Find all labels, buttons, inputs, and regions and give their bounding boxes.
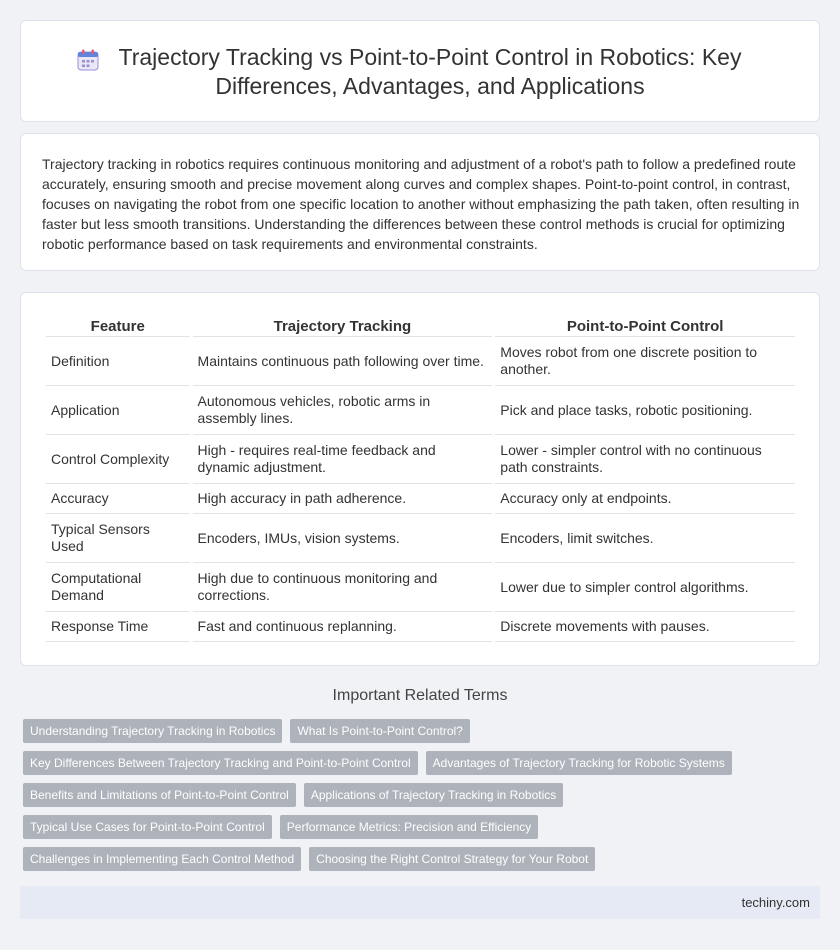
table-cell: Accuracy only at endpoints. — [495, 484, 795, 514]
table-cell: Encoders, IMUs, vision systems. — [193, 514, 493, 563]
table-cell: Application — [46, 386, 190, 435]
table-cell: Maintains continuous path following over time. — [193, 337, 493, 386]
related-term-link[interactable]: Choosing the Right Control Strategy for Your Robot — [309, 847, 595, 871]
table-cell: Response Time — [46, 612, 190, 642]
table-row — [46, 337, 795, 386]
header-trajectory-tracking: Trajectory Tracking — [193, 315, 493, 337]
tag-row — [23, 783, 783, 815]
intro-card — [20, 133, 820, 271]
header-card — [20, 20, 820, 122]
tag-row — [23, 719, 783, 751]
table-cell: High accuracy in path adherence. — [193, 484, 493, 514]
table-cell: Fast and continuous replanning. — [193, 612, 493, 642]
related-term-link[interactable]: Typical Use Cases for Point-to-Point Control — [23, 815, 272, 839]
table-cell: High - requires real-time feedback and dynamic adjustment. — [193, 435, 493, 484]
table-cell: Encoders, limit switches. — [495, 514, 795, 563]
related-term-link[interactable]: Key Differences Between Trajectory Tracking and Point-to-Point Control — [23, 751, 418, 775]
tag-row — [23, 847, 783, 879]
table-cell: Control Complexity — [46, 435, 190, 484]
table-row — [46, 484, 795, 514]
table-cell: Definition — [46, 337, 190, 386]
footer — [20, 886, 820, 919]
related-term-link[interactable]: Benefits and Limitations of Point-to-Point Control — [23, 783, 296, 807]
page-title-line1: Trajectory Tracking vs Point-to-Point Control in Robotics: Key — [118, 44, 742, 70]
table-row — [46, 386, 795, 435]
related-term-link[interactable]: What Is Point-to-Point Control? — [290, 719, 469, 743]
page-title — [81, 43, 779, 101]
table-cell: Lower due to simpler control algorithms. — [495, 563, 795, 612]
page-title-line2: Differences, Advantages, and Applications — [215, 73, 645, 99]
table-cell: Typical Sensors Used — [46, 514, 190, 563]
table-cell: Discrete movements with pauses. — [495, 612, 795, 642]
table-row — [46, 612, 795, 642]
table-header-row — [46, 315, 795, 337]
tag-row — [23, 751, 783, 783]
table-cell: Moves robot from one discrete position to another. — [495, 337, 795, 386]
related-term-link[interactable]: Understanding Trajectory Tracking in Robotics — [23, 719, 282, 743]
table-cell: Computational Demand — [46, 563, 190, 612]
intro-text: Trajectory tracking in robotics requires continuous monitoring and adjustment of a robot's path to follow a predefined route accurately, ensuring smooth and precise movement along curves and complex shapes. Point-to-point control, in contrast, focuses on navigating the robot from one specific location to another without emphasizing the path taken, often resulting in faster but less smooth transitions. Understanding the differences between these control methods is crucial for optimizing robotic performance based on task requirements and environmental constraints. — [42, 156, 800, 252]
related-terms-heading: Important Related Terms — [332, 687, 508, 704]
header-feature: Feature — [46, 315, 190, 337]
footer-site-name[interactable]: techiny.com — [741, 895, 810, 910]
comparison-table — [43, 315, 798, 642]
table-cell: Autonomous vehicles, robotic arms in assembly lines. — [193, 386, 493, 435]
comparison-table-card — [20, 292, 820, 666]
related-term-link[interactable]: Challenges in Implementing Each Control Method — [23, 847, 301, 871]
related-term-link[interactable]: Advantages of Trajectory Tracking for Robotic Systems — [426, 751, 732, 775]
table-row — [46, 435, 795, 484]
header-point-to-point: Point-to-Point Control — [495, 315, 795, 337]
table-row — [46, 563, 795, 612]
related-terms-tags — [23, 719, 783, 879]
table-cell: Lower - simpler control with no continuous path constraints. — [495, 435, 795, 484]
table-cell: Pick and place tasks, robotic positioning. — [495, 386, 795, 435]
table-cell: Accuracy — [46, 484, 190, 514]
tag-row — [23, 815, 783, 847]
table-cell: High due to continuous monitoring and corrections. — [193, 563, 493, 612]
related-term-link[interactable]: Performance Metrics: Precision and Efficiency — [280, 815, 539, 839]
table-row — [46, 514, 795, 563]
related-term-link[interactable]: Applications of Trajectory Tracking in Robotics — [304, 783, 563, 807]
